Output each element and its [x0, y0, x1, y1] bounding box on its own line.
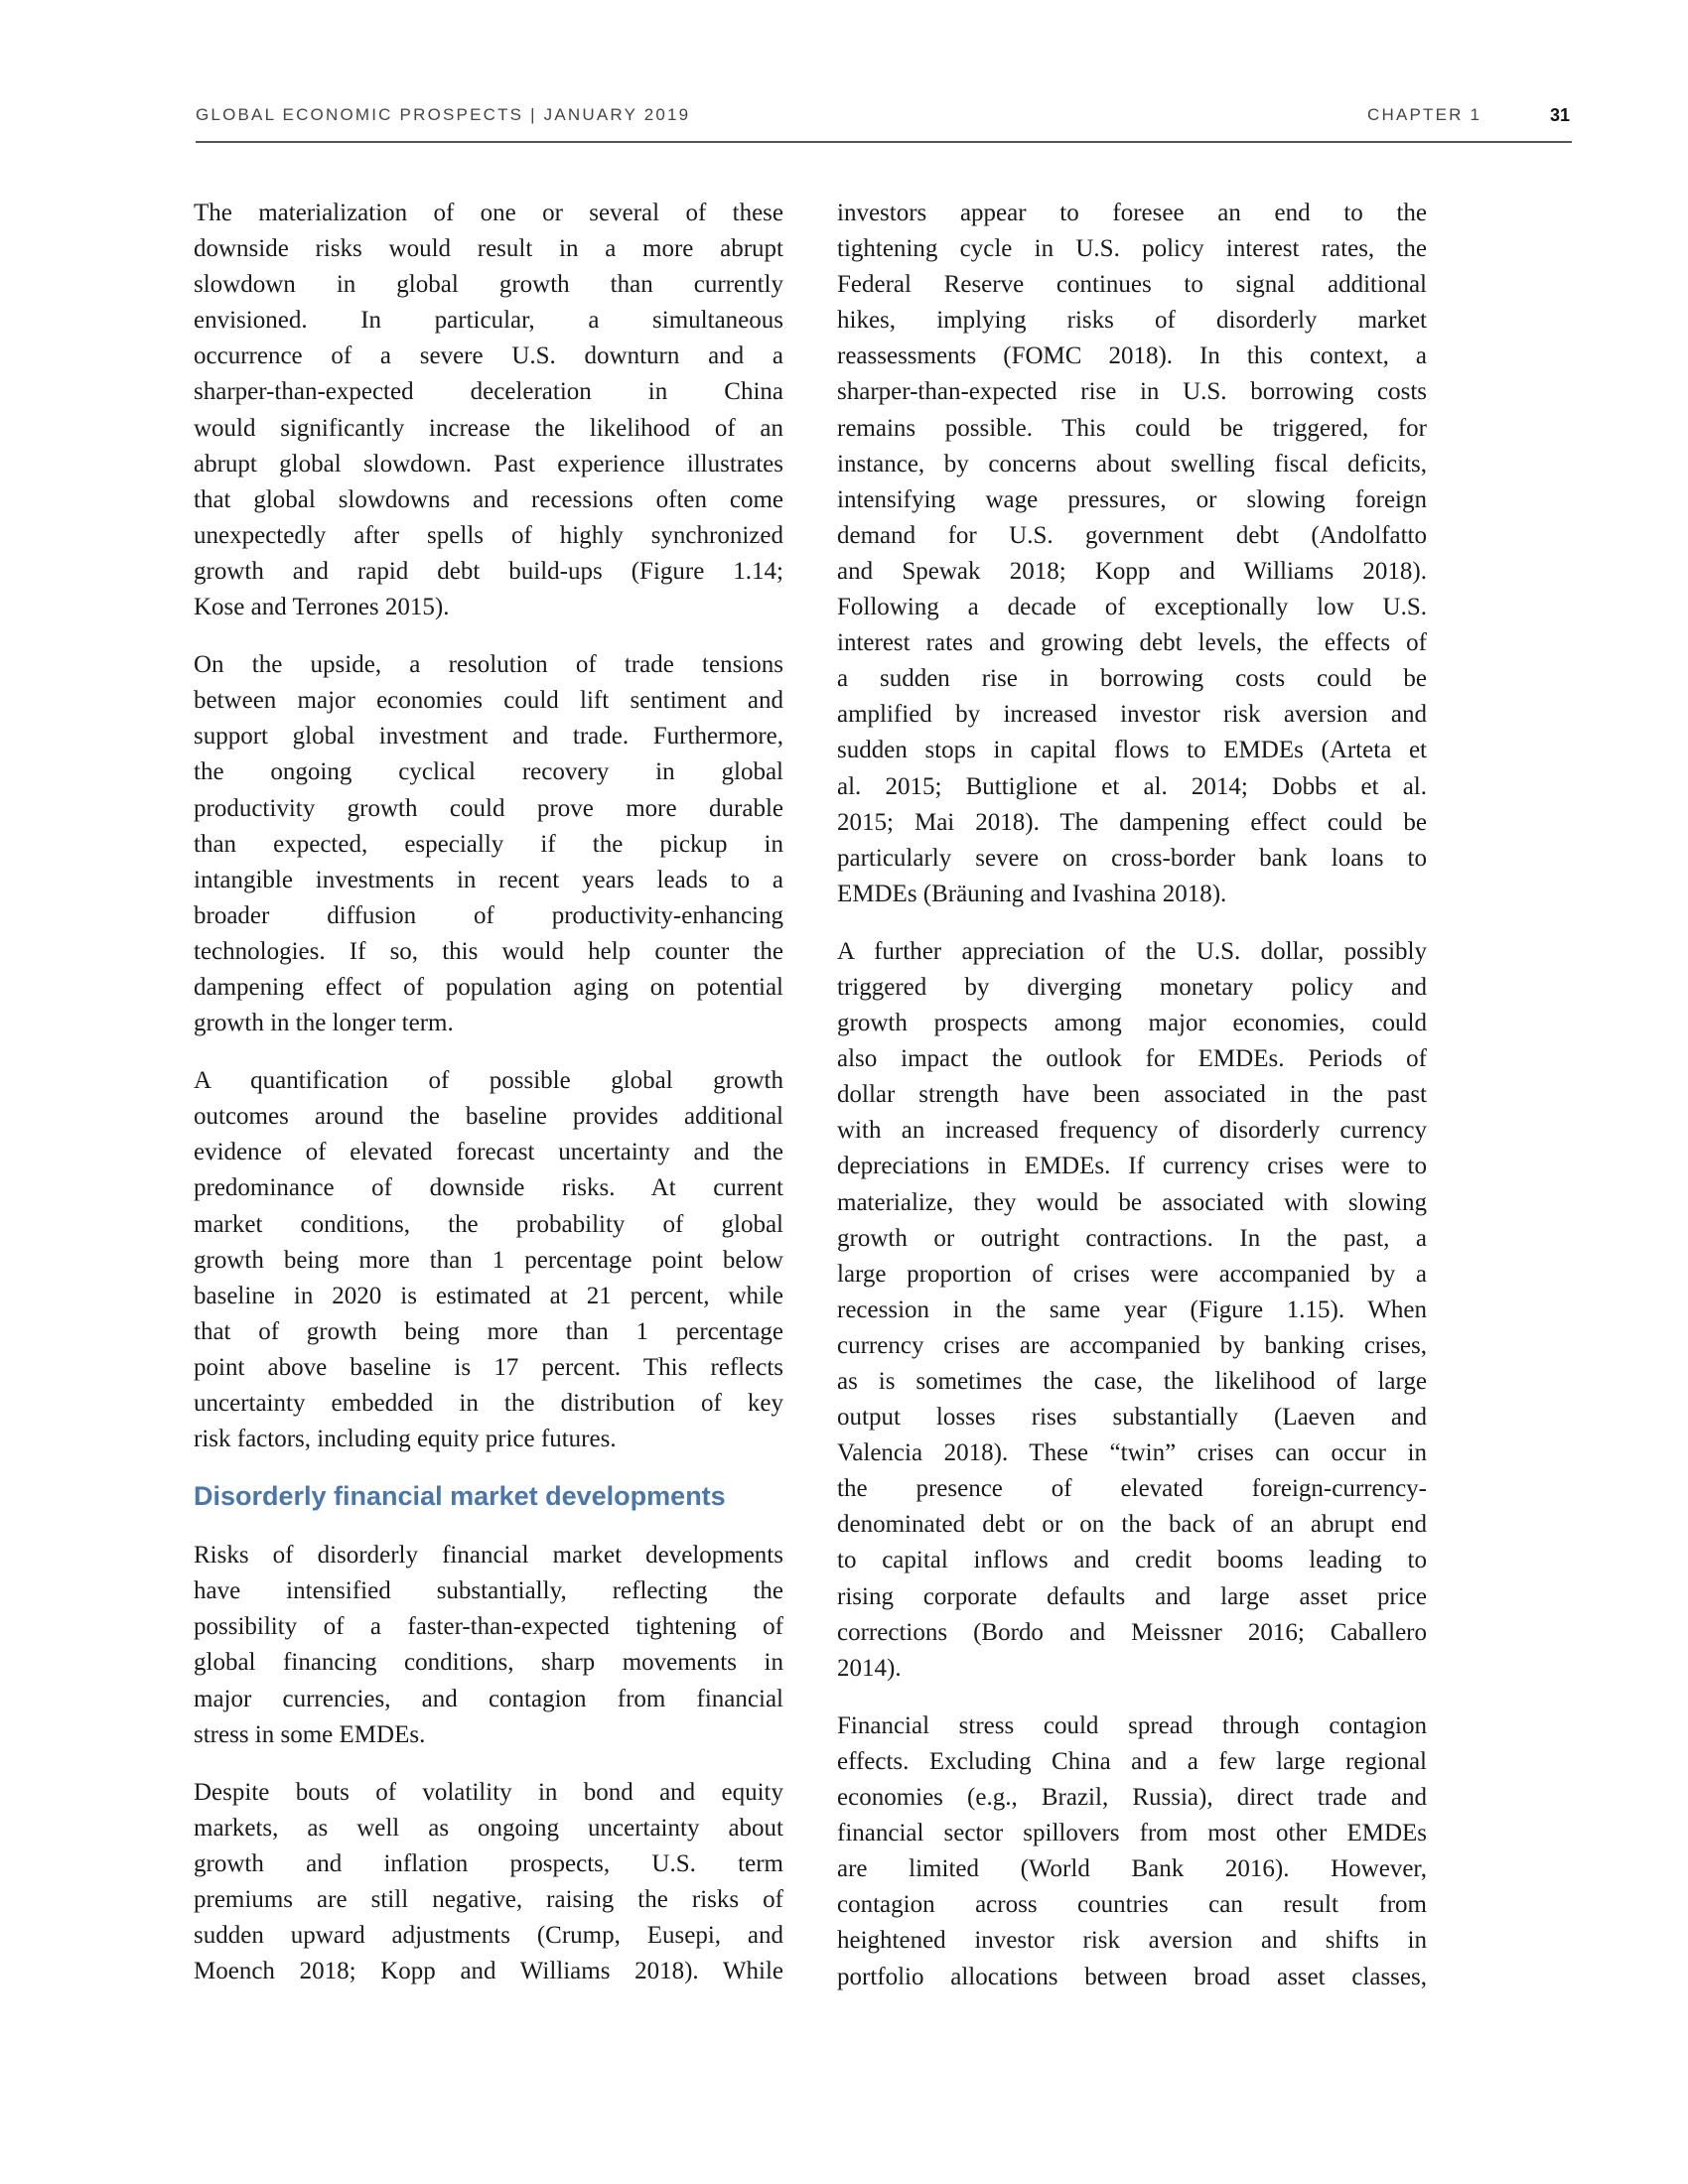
text-line: depreciations in EMDEs. If currency crises were to	[837, 1153, 1427, 1180]
text-line: A quantification of possible global growth	[194, 1067, 783, 1095]
text-line: currency crises are accompanied by banking crises,	[837, 1331, 1427, 1359]
header-rule	[196, 141, 1572, 143]
text-line: occurrence of a severe U.S. downturn and a	[194, 342, 783, 370]
text-line: downside risks would result in a more abrupt	[194, 235, 783, 263]
text-line: slowdown in global growth than currently	[194, 271, 783, 299]
text-line: also impact the outlook for EMDEs. Periods of	[837, 1045, 1427, 1073]
text-line: Following a decade of exceptionally low U.S.	[837, 594, 1427, 621]
text-line: dampening effect of population aging on potential	[194, 973, 783, 1001]
paragraph	[837, 1708, 1427, 1995]
text-line: that global slowdowns and recessions often come	[194, 485, 783, 513]
text-line: large proportion of crises were accompanied by a	[837, 1260, 1427, 1288]
text-line: market conditions, the probability of global	[194, 1210, 783, 1238]
text-line: recession in the same year (Figure 1.15). When	[837, 1296, 1427, 1323]
section-heading: Disorderly financial market developments	[194, 1481, 726, 1512]
text-line: hikes, implying risks of disorderly market	[837, 307, 1427, 335]
text-line: risk factors, including equity price futures.	[194, 1426, 617, 1453]
text-line: intangible investments in recent years leads to a	[194, 866, 783, 893]
text-line: The materialization of one or several of these	[194, 200, 783, 226]
text-line: amplified by increased investor risk aversion and	[837, 701, 1427, 729]
text-line: EMDEs (Bräuning and Ivashina 2018).	[837, 880, 1227, 907]
text-line: triggered by diverging monetary policy and	[837, 973, 1427, 1001]
text-line: 2015; Mai 2018). The dampening effect could be	[837, 808, 1427, 836]
text-line: a sudden rise in borrowing costs could be	[837, 665, 1427, 693]
text-line: outcomes around the baseline provides additional	[194, 1103, 783, 1131]
paragraph	[837, 934, 1427, 1687]
text-line: the presence of elevated foreign-currency-	[837, 1475, 1427, 1503]
text-line: with an increased frequency of disorderly currency	[837, 1117, 1427, 1145]
text-line: global financing conditions, sharp movements in	[194, 1649, 783, 1677]
text-line: unexpectedly after spells of highly synchronized	[194, 521, 783, 549]
text-line: abrupt global slowdown. Past experience illustrates	[194, 450, 783, 478]
text-line: Moench 2018; Kopp and Williams 2018). While	[194, 1958, 783, 1985]
text-line: evidence of elevated forecast uncertainty and the	[194, 1139, 783, 1166]
text-line: have intensified substantially, reflecting the	[194, 1577, 783, 1605]
paragraph	[837, 196, 1427, 912]
text-line: broader diffusion of productivity-enhancing	[194, 901, 783, 929]
text-line: baseline in 2020 is estimated at 21 percent, while	[194, 1282, 783, 1309]
text-line: sudden stops in capital flows to EMDEs (Arteta et	[837, 737, 1427, 764]
text-line: technologies. If so, this would help counter the	[194, 937, 783, 965]
right-column	[837, 196, 1427, 2017]
text-line: and Spewak 2018; Kopp and Williams 2018).	[837, 557, 1427, 585]
text-line: than expected, especially if the pickup in	[194, 830, 783, 858]
text-line: Kose and Terrones 2015).	[194, 594, 450, 621]
text-line: point above baseline is 17 percent. This reflects	[194, 1353, 783, 1381]
text-line: growth or outright contractions. In the past, a	[837, 1224, 1427, 1252]
text-line: growth and rapid debt build-ups (Figure 1.14;	[194, 557, 783, 585]
paragraph	[194, 196, 783, 625]
text-line: to capital inflows and credit booms leading to	[837, 1547, 1427, 1574]
text-line: portfolio allocations between broad asset classes,	[837, 1963, 1427, 1990]
text-line: major currencies, and contagion from financial	[194, 1685, 783, 1712]
text-line: the ongoing cyclical recovery in global	[194, 758, 783, 786]
text-line: rising corporate defaults and large asset price	[837, 1582, 1427, 1610]
text-line: remains possible. This could be triggered, for	[837, 414, 1427, 442]
text-line: Financial stress could spread through contagion	[837, 1711, 1427, 1739]
text-line: stress in some EMDEs.	[194, 1720, 426, 1748]
text-line: as is sometimes the case, the likelihood of large	[837, 1368, 1427, 1395]
left-column	[194, 196, 783, 2011]
text-line: Federal Reserve continues to signal additional	[837, 271, 1427, 299]
text-line: demand for U.S. government debt (Andolfatto	[837, 521, 1427, 549]
text-line: investors appear to foresee an end to the	[837, 200, 1427, 226]
text-line: effects. Excluding China and a few large regional	[837, 1747, 1427, 1775]
text-line: sharper-than-expected rise in U.S. borrowing costs	[837, 378, 1427, 406]
text-line: heightened investor risk aversion and shifts in	[837, 1927, 1427, 1955]
text-line: sharper-than-expected deceleration in China	[194, 378, 783, 406]
text-line: tightening cycle in U.S. policy interest rates, the	[837, 235, 1427, 263]
paragraph	[194, 1775, 783, 1990]
text-line: uncertainty embedded in the distribution of key	[194, 1390, 783, 1417]
text-line: economies (e.g., Brazil, Russia), direct trade and	[837, 1784, 1427, 1812]
text-line: are limited (World Bank 2016). However,	[837, 1855, 1427, 1883]
text-line: possibility of a faster-than-expected tightening of	[194, 1613, 783, 1641]
text-line: instance, by concerns about swelling fiscal deficits,	[837, 450, 1427, 478]
text-line: particularly severe on cross-border bank loans to	[837, 844, 1427, 872]
text-line: 2014).	[837, 1654, 902, 1682]
text-line: A further appreciation of the U.S. dollar, possibly	[837, 937, 1427, 965]
text-line: al. 2015; Buttiglione et al. 2014; Dobbs et al.	[837, 772, 1427, 800]
text-line: between major economies could lift sentiment and	[194, 687, 783, 715]
text-line: reassessments (FOMC 2018). In this context, a	[837, 342, 1427, 370]
chapter-label: CHAPTER 1	[1367, 105, 1482, 124]
text-line: On the upside, a resolution of trade tensions	[194, 651, 783, 679]
text-line: contagion across countries can result from	[837, 1891, 1427, 1919]
publication-title: GLOBAL ECONOMIC PROSPECTS | JANUARY 2019	[196, 105, 691, 124]
text-line: sudden upward adjustments (Crump, Eusepi, and	[194, 1922, 783, 1950]
text-line: predominance of downside risks. At current	[194, 1174, 783, 1202]
text-line: growth being more than 1 percentage point below	[194, 1246, 783, 1274]
text-line: output losses rises substantially (Laeven and	[837, 1404, 1427, 1432]
text-line: materialize, they would be associated with slowing	[837, 1188, 1427, 1216]
paragraph	[194, 647, 783, 1041]
text-line: dollar strength have been associated in the past	[837, 1081, 1427, 1109]
text-line: growth and inflation prospects, U.S. term	[194, 1849, 783, 1877]
text-line: growth prospects among major economies, could	[837, 1010, 1427, 1037]
text-line: interest rates and growing debt levels, the effects of	[837, 629, 1427, 657]
text-line: corrections (Bordo and Meissner 2016; Caballero	[837, 1618, 1427, 1646]
text-line: envisioned. In particular, a simultaneous	[194, 307, 783, 335]
paragraph	[194, 1538, 783, 1753]
text-line: premiums are still negative, raising the risks of	[194, 1886, 783, 1914]
text-line: support global investment and trade. Furthermore,	[194, 723, 783, 751]
text-line: would significantly increase the likelihood of an	[194, 414, 783, 442]
text-line: Risks of disorderly financial market developments	[194, 1542, 783, 1570]
text-line: Valencia 2018). These “twin” crises can occur in	[837, 1439, 1427, 1467]
page-number: 31	[1550, 105, 1571, 125]
paragraph	[194, 1063, 783, 1457]
text-line: Despite bouts of volatility in bond and equity	[194, 1778, 783, 1806]
text-line: denominated debt or on the back of an abrupt end	[837, 1511, 1427, 1539]
text-line: productivity growth could prove more durable	[194, 794, 783, 822]
text-line: that of growth being more than 1 percentage	[194, 1317, 783, 1345]
text-line: growth in the longer term.	[194, 1010, 454, 1037]
text-line: financial sector spillovers from most other EMDEs	[837, 1820, 1427, 1847]
text-line: markets, as well as ongoing uncertainty about	[194, 1814, 783, 1842]
text-line: intensifying wage pressures, or slowing foreign	[837, 485, 1427, 513]
